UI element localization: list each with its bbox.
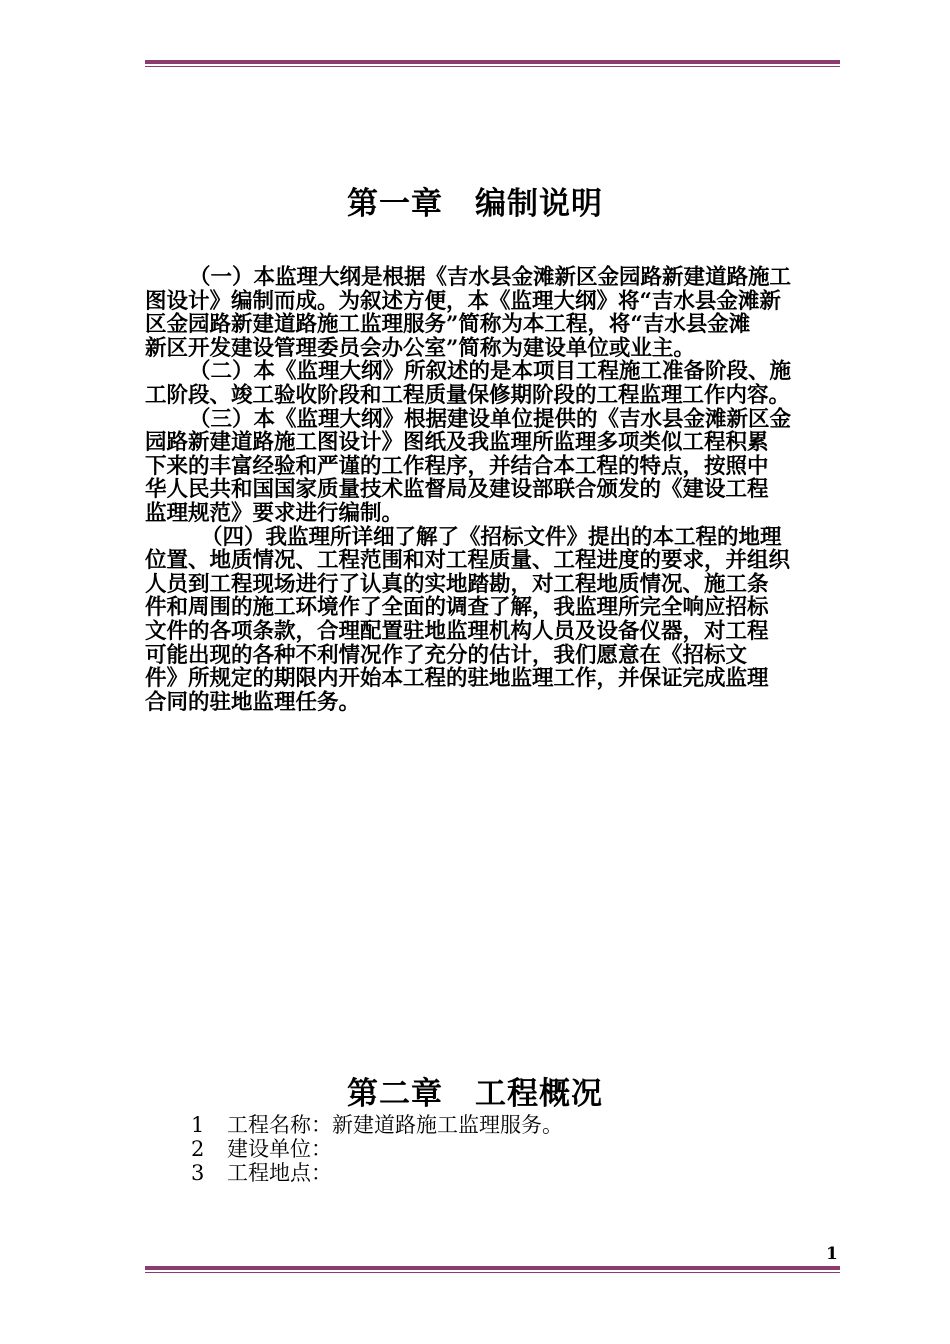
paragraph-line: 区金园路新建道路施工监理服务”简称为本工程，将“吉水县金滩 (145, 312, 751, 338)
paragraph-line: 工阶段、竣工验收阶段和工程质量保修期阶段的工程监理工作内容。 (145, 382, 791, 408)
paragraph-line: 合同的驻地监理任务。 (145, 689, 361, 715)
paragraph-line: 下来的丰富经验和严谨的工作程序，并结合本工程的特点，按照中 (145, 453, 769, 479)
list-item (191, 1161, 563, 1185)
paragraph-line: 华人民共和国国家质量技术监督局及建设部联合颁发的《建设工程 (145, 477, 769, 503)
chapter-1-body (145, 266, 842, 714)
paragraph-line: 人员到工程现场进行了认真的实地踏勘，对工程地质情况、施工条 (145, 571, 769, 597)
footer-rule (145, 1266, 840, 1273)
list-item-text: 工程名称：新建道路施工监理服务。 (227, 1113, 563, 1137)
list-item-number: 3 (191, 1161, 205, 1185)
list-item-text: 建设单位： (227, 1137, 332, 1161)
page-number: 1 (826, 1244, 838, 1264)
paragraph-line: 件和周围的施工环境作了全面的调查了解，我监理所完全响应招标 (145, 595, 769, 621)
chapter-1-title: 第一章 编制说明 (347, 186, 603, 222)
list-item (191, 1137, 563, 1161)
paragraph-line: 件》所规定的期限内开始本工程的驻地监理工作，并保证完成监理 (145, 666, 769, 692)
paragraph-line: （三）本《监理大纲》根据建设单位提供的《吉水县金滩新区金 (189, 406, 792, 432)
paragraph-line: （四）我监理所详细了解了《招标文件》提出的本工程的地理 (201, 524, 782, 550)
paragraph-line: 新区开发建设管理委员会办公室”简称为建设单位或业主。 (145, 335, 695, 361)
paragraph-line: （一）本监理大纲是根据《吉水县金滩新区金园路新建道路施工 (189, 265, 792, 290)
list-item-number: 2 (191, 1137, 205, 1161)
paragraph-line: 可能出现的各种不利情况作了充分的估计，我们愿意在《招标文 (145, 642, 748, 668)
paragraph-line: （二）本《监理大纲》所叙述的是本项目工程施工准备阶段、施 (189, 359, 792, 385)
footer-rule-thick (145, 1266, 840, 1270)
paragraph-line: 文件的各项条款，合理配置驻地监理机构人员及设备仪器，对工程 (145, 618, 769, 644)
chapter-2-title: 第二章 工程概况 (347, 1076, 603, 1112)
header-rule-thick (145, 60, 840, 64)
list-item-number: 1 (191, 1113, 205, 1137)
header-rule (145, 60, 840, 67)
paragraph-line: 图设计》编制而成。为叙述方便，本《监理大纲》将“吉水县金滩新 (145, 288, 781, 314)
header-rule-thin (145, 66, 840, 67)
list-item-text: 工程地点： (227, 1161, 332, 1185)
paragraph-line: 园路新建道路施工图设计》图纸及我监理所监理多项类似工程积累 (145, 430, 769, 456)
project-overview-list (191, 1113, 563, 1185)
list-item (191, 1113, 563, 1137)
footer-rule-thin (145, 1272, 840, 1273)
paragraph-line: 位置、地质情况、工程范围和对工程质量、工程进度的要求，并组织 (145, 548, 791, 574)
paragraph-line: 监理规范》要求进行编制。 (145, 500, 404, 526)
